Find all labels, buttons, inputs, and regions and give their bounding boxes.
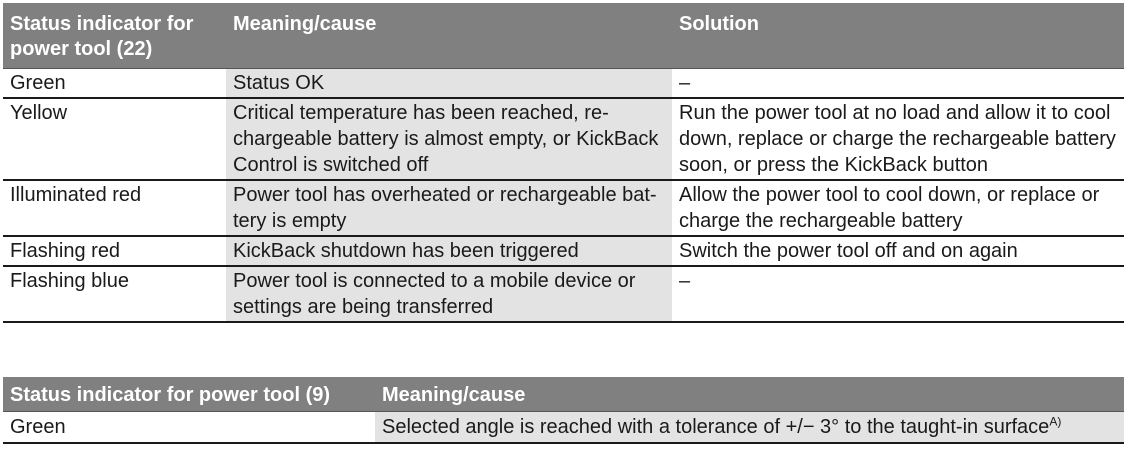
- meaning-cell: Power tool has overheated or rechargeable bat-tery is empty: [226, 180, 672, 236]
- column-header-meaning: Meaning/cause: [375, 377, 1124, 412]
- table-row: [3, 98, 1124, 180]
- column-header-solution: Solution: [672, 3, 1124, 69]
- footnote-marker: A): [1049, 414, 1062, 429]
- table-header-row: [3, 3, 1124, 69]
- meaning-cell: Status OK: [226, 69, 672, 99]
- status-table-9: [3, 377, 1124, 444]
- table-row: [3, 412, 1124, 444]
- table-row: [3, 180, 1124, 236]
- solution-cell: Switch the power tool off and on again: [672, 236, 1124, 266]
- status-cell: Illuminated red: [3, 180, 226, 236]
- meaning-text: Selected angle is reached with a tolerance of +/− 3° to the taught-in surface: [382, 416, 1050, 438]
- status-cell: Flashing red: [3, 236, 226, 266]
- column-header-status: Status indicator for power tool (9): [3, 377, 375, 412]
- solution-cell: –: [672, 69, 1124, 99]
- meaning-cell: Power tool is connected to a mobile device or settings are being transferred: [226, 266, 672, 322]
- solution-cell: Run the power tool at no load and allow it to cool down, replace or charge the rechargeable battery soon, or press the KickBack button: [672, 98, 1124, 180]
- column-header-meaning: Meaning/cause: [226, 3, 672, 69]
- table-row: [3, 69, 1124, 99]
- table-row: [3, 266, 1124, 322]
- meaning-cell: [375, 412, 1124, 444]
- status-cell: Green: [3, 412, 375, 444]
- table-row: [3, 236, 1124, 266]
- meaning-cell: KickBack shutdown has been triggered: [226, 236, 672, 266]
- meaning-cell: Critical temperature has been reached, re-chargeable battery is almost empty, or KickBack Control is switched off: [226, 98, 672, 180]
- table-header-row: [3, 377, 1124, 412]
- status-cell: Flashing blue: [3, 266, 226, 322]
- solution-cell: Allow the power tool to cool down, or replace or charge the rechargeable battery: [672, 180, 1124, 236]
- status-cell: Green: [3, 69, 226, 99]
- status-table-22: [3, 3, 1124, 323]
- column-header-status: Status indicator for power tool (22): [3, 3, 226, 69]
- solution-cell: –: [672, 266, 1124, 322]
- status-cell: Yellow: [3, 98, 226, 180]
